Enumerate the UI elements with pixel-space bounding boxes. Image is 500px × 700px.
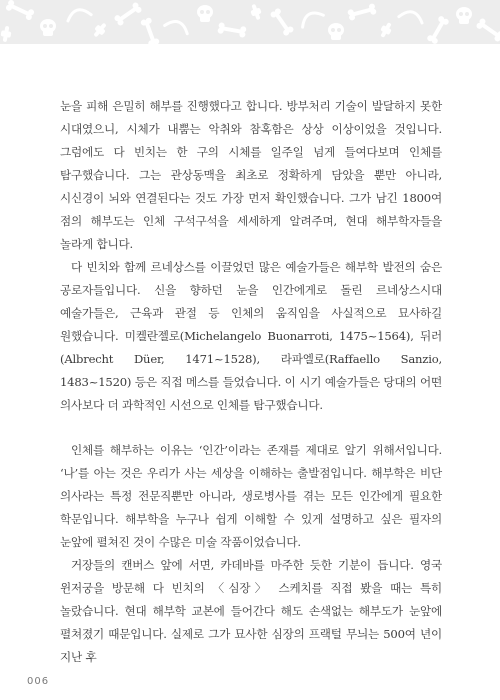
- header-decoration: [0, 0, 500, 44]
- paragraph: 눈을 피해 은밀히 해부를 진행했다고 합니다. 방부처리 기술이 발달하지 못한 시대였으니, 시체가 내뿜는 악취와 참혹함은 상상 이상이었을 것입니다. 그럼에도 다 빈치는 한 구의 시체를 일주일 넘게 들여다보며 인체를 탐구했습니다. 그는 관상동맥을 최초로 정확하게 담았을 뿐만 아니라, 시신경이 뇌와 연결된다는 것도 가장 먼저 확인했습니다. 그가 남긴 1800여 점의 해부도는 인체 구석구석을 세세하게 알려주며, 현대 해부학자들을 놀라게 합니다.: [60, 99, 442, 251]
- paragraph: 다 빈치와 함께 르네상스를 이끌었던 많은 예술가들은 해부학 발전의 숨은 공로자들입니다. 신을 향하던 눈을 인간에게로 돌린 르네상스시대 예술가들은, 근육과 관절 등 인체의 움직임을 사실적으로 묘사하길 원했습니다. 미켈란젤로(Michelangelo Buonarroti, 1475~1564), 뒤러(Albrecht Düer, 1471~1528), 라파엘로(Raffaello Sanzio, 1483~1520) 등은 직접 메스를 들었습니다. 이 시기 예술가들은 당대의 어떤 의사보다 더 과학적인 시선으로 인체를 탐구했습니다.: [60, 260, 442, 412]
- paragraph: 인체를 해부하는 이유는 ‘인간’이라는 존재를 제대로 알기 위해서입니다. ‘나’를 아는 것은 우리가 사는 세상을 이해하는 출발점입니다. 해부학은 비단 의사라는 특정 전문직뿐만 아니라, 생로병사를 겪는 모든 인간에게 필요한 학문입니다. 해부학을 누구나 쉽게 이해할 수 있게 설명하고 싶은 필자의 눈앞에 펼쳐진 것이 수많은 미술 작품이었습니다.: [60, 443, 442, 549]
- body-text: [60, 95, 442, 669]
- bones-pattern-icon: [0, 0, 500, 44]
- page-number: 006: [27, 676, 50, 687]
- section-break: [60, 417, 442, 439]
- paragraph: 거장들의 캔버스 앞에 서면, 카데바를 마주한 듯한 기분이 듭니다. 영국 윈저궁을 방문해 다 빈치의 〈심장〉 스케치를 직접 봤을 때는 특히 놀랐습니다. 현대 해부학 교본에 들어간다 해도 손색없는 해부도가 눈앞에 펼쳐졌기 때문입니다. 실제로 그가 묘사한 심장의 프랙털 무늬는 500여 년이 지난 후: [60, 558, 442, 664]
